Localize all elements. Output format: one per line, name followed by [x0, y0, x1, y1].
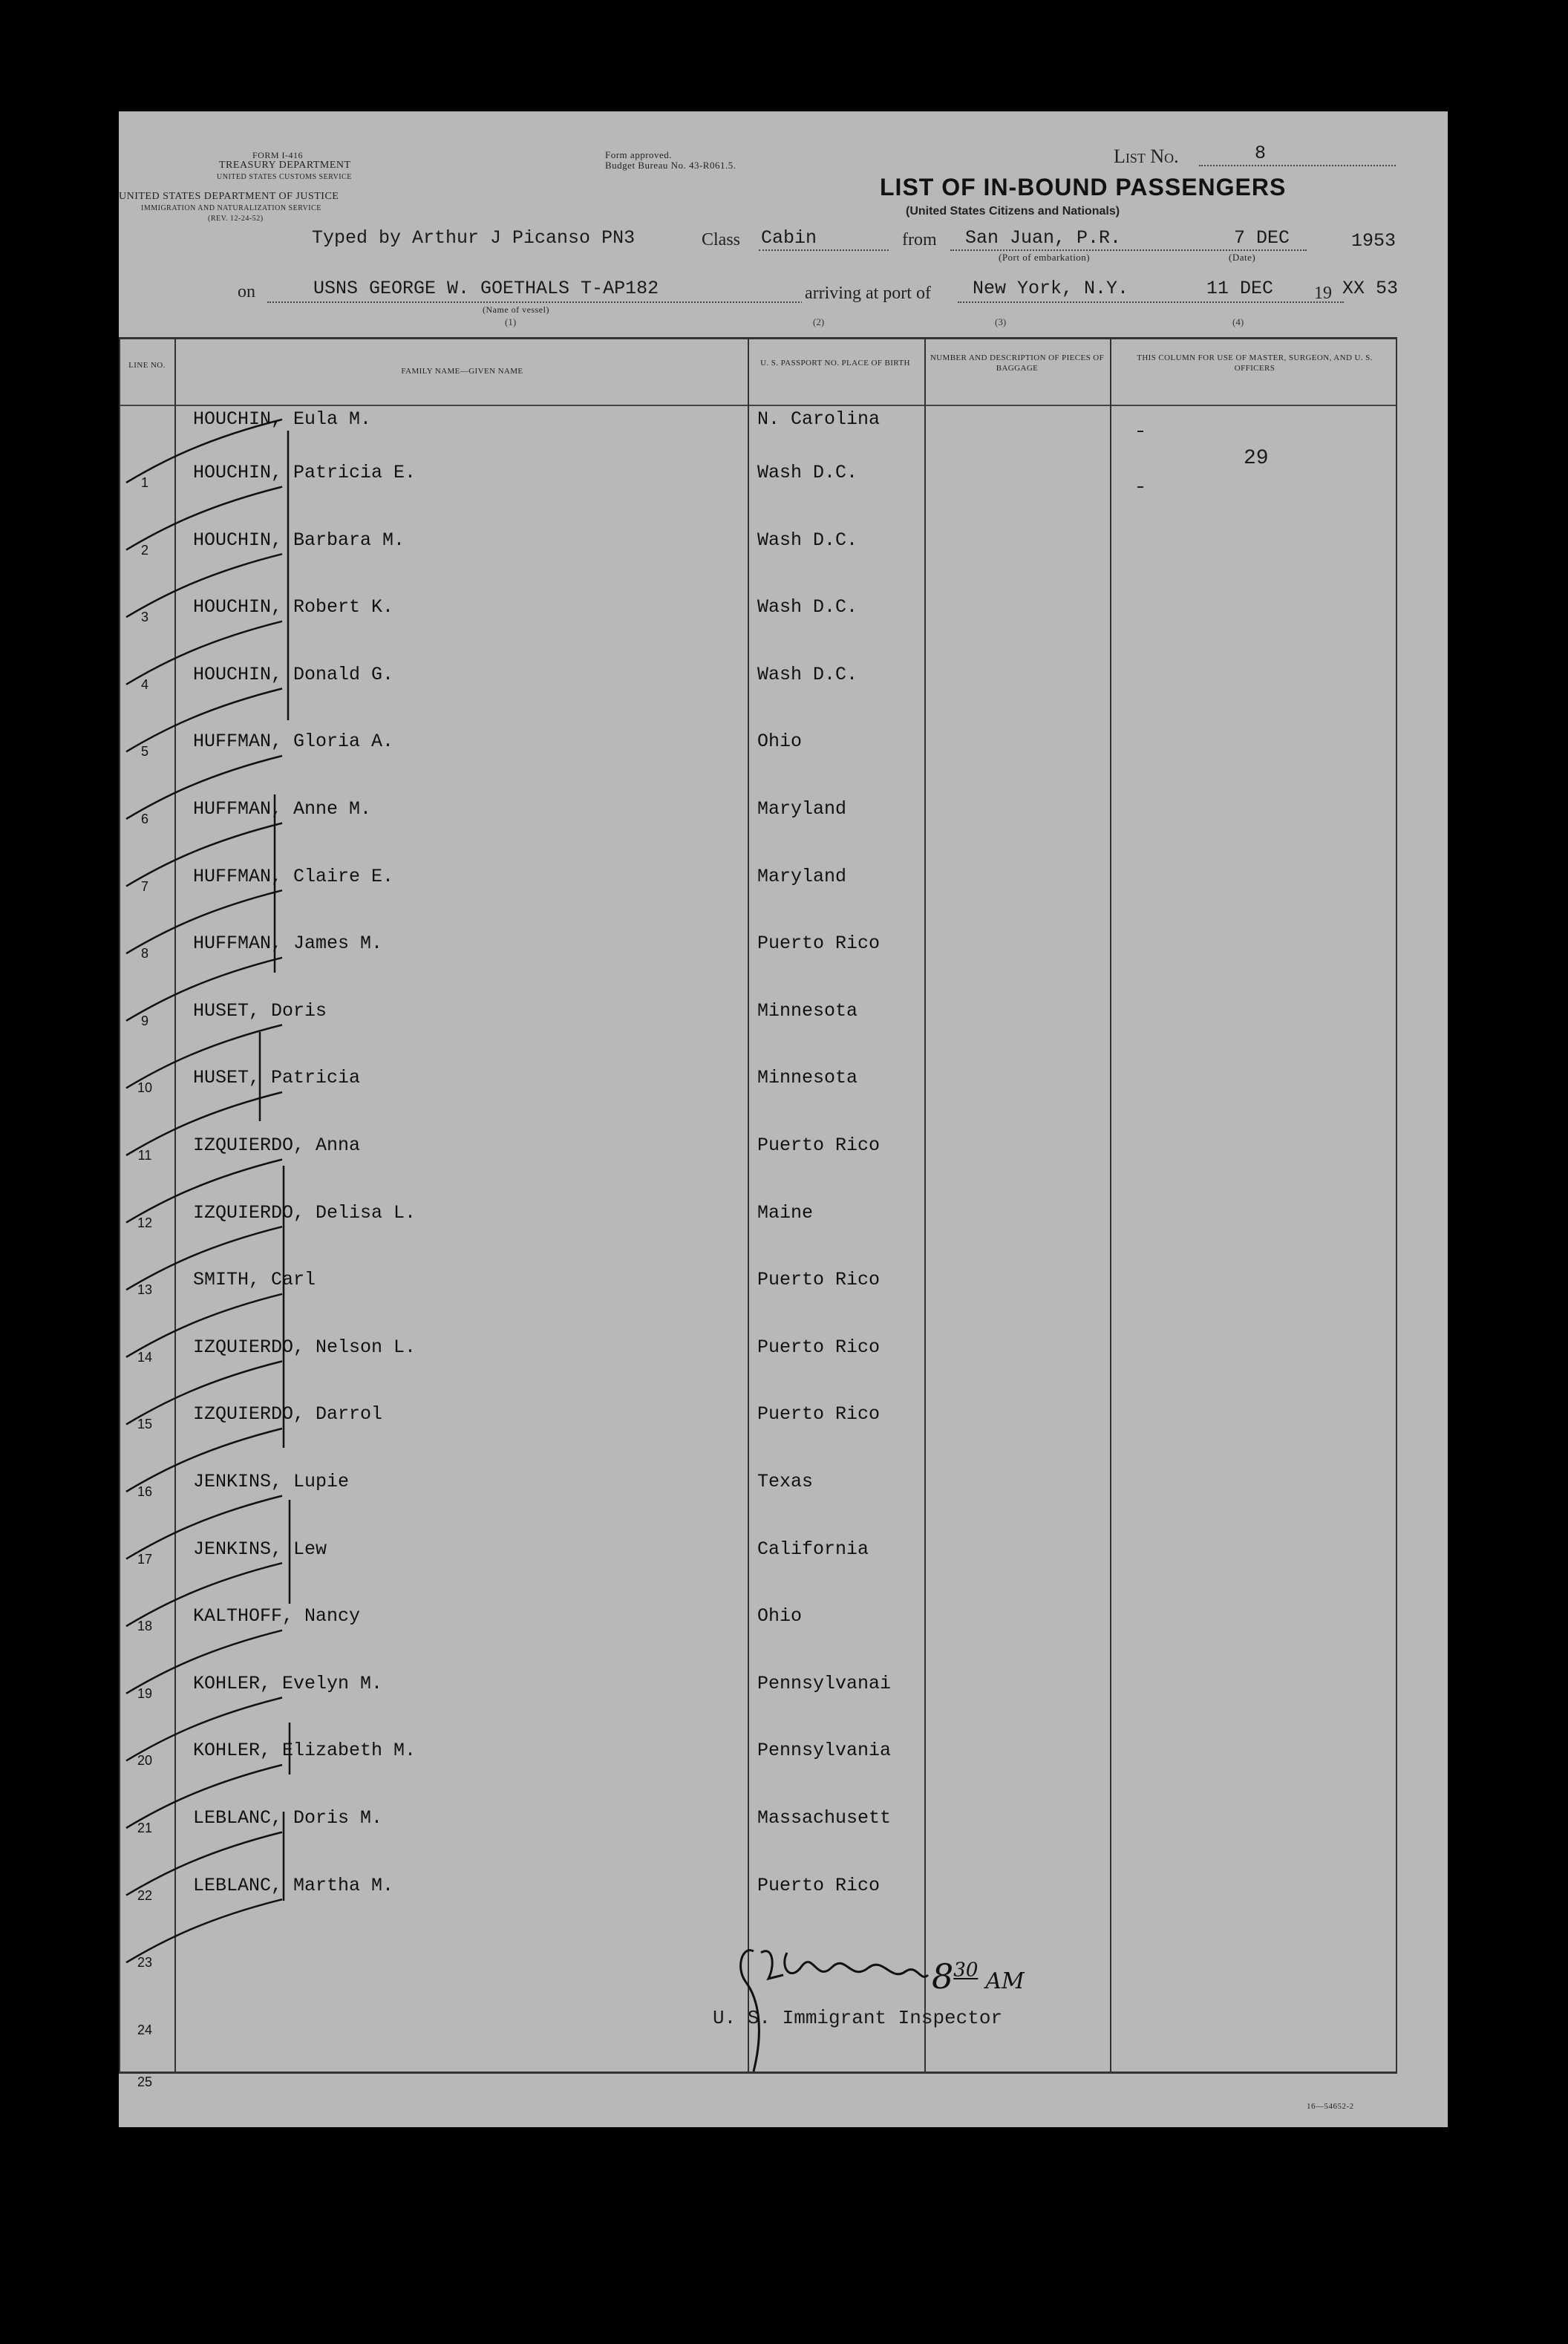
- place-of-birth: Wash D.C.: [757, 596, 858, 618]
- place-of-birth: California: [757, 1538, 869, 1560]
- embark-caption: (Port of embarkation): [999, 252, 1091, 263]
- passenger-name: JENKINS, Lupie: [193, 1471, 350, 1492]
- line-number: 14: [137, 1349, 153, 1365]
- line-number: 23: [137, 1955, 153, 1971]
- header-passport: U. S. PASSPORT NO. PLACE OF BIRTH: [760, 359, 910, 368]
- place-of-birth: Minnesota: [757, 1067, 858, 1089]
- officer-note: 29: [1244, 447, 1269, 470]
- place-of-birth: Ohio: [757, 1605, 803, 1628]
- passenger-name: HUSET, Patricia: [193, 1067, 361, 1089]
- budget-bureau: Budget Bureau No. 43-R061.5.: [605, 160, 736, 171]
- line-number: 18: [137, 1619, 153, 1634]
- passenger-name: HOUCHIN, Donald G.: [193, 663, 394, 685]
- place-of-birth: Texas: [757, 1471, 814, 1492]
- passenger-name: IZQUIERDO, Anna: [193, 1135, 361, 1156]
- from-value: San Juan, P.R.: [965, 227, 1122, 249]
- list-no-label: List No.: [1114, 146, 1179, 167]
- line-number: 3: [140, 610, 148, 625]
- passenger-name: IZQUIERDO, Darrol: [193, 1403, 383, 1426]
- line-number: 20: [137, 1753, 153, 1769]
- line-number: 5: [140, 744, 148, 760]
- vessel-name: USNS GEORGE W. GOETHALS T-AP182: [313, 278, 659, 299]
- place-of-birth: Puerto Rico: [757, 1135, 881, 1156]
- header-baggage: NUMBER AND DESCRIPTION OF PIECES OF BAGGAGE: [930, 353, 1105, 373]
- place-of-birth: Maryland: [757, 798, 847, 820]
- passenger-name: HOUCHIN, Barbara M.: [193, 529, 405, 551]
- page-title: LIST OF IN-BOUND PASSENGERS: [880, 174, 1287, 200]
- time-main: 8: [932, 1956, 954, 1997]
- departure-date: 7 DEC: [1234, 227, 1290, 249]
- passenger-name: IZQUIERDO, Delisa L.: [193, 1201, 416, 1224]
- header-officers: THIS COLUMN FOR USE OF MASTER, SURGEON, AND U. S. OFFICERS: [1137, 353, 1373, 373]
- line-number: 2: [140, 542, 148, 558]
- col-num-1: (1): [505, 316, 517, 327]
- passenger-name: HUFFMAN, Claire E.: [193, 865, 394, 887]
- place-of-birth: Puerto Rico: [757, 1269, 881, 1291]
- line-number: 25: [137, 2074, 153, 2090]
- time-suffix: AM: [985, 1968, 1025, 1994]
- passenger-name: HUSET, Doris: [193, 999, 327, 1022]
- place-of-birth: Puerto Rico: [757, 1403, 881, 1426]
- departure-year: 1953: [1351, 230, 1396, 252]
- revision-date: (REV. 12-24-52): [208, 215, 264, 223]
- place-of-birth: Pennsylvania: [757, 1740, 892, 1762]
- line-number: 1: [140, 475, 148, 490]
- inspector-signature: [119, 111, 1448, 2127]
- line-number: 24: [137, 2022, 153, 2037]
- date-caption: (Date): [1229, 252, 1256, 263]
- passenger-name: IZQUIERDO, Nelson L.: [193, 1336, 416, 1358]
- arrival-year: XX 53: [1342, 278, 1399, 299]
- place-of-birth: Wash D.C.: [757, 663, 858, 685]
- col-num-2: (2): [813, 316, 825, 327]
- place-of-birth: Maine: [757, 1201, 814, 1224]
- manifest-sheet: [119, 111, 1448, 2127]
- place-of-birth: Puerto Rico: [757, 933, 881, 955]
- inspector-label: U. S. Immigrant Inspector: [713, 2007, 1003, 2029]
- header-line: LINE NO.: [128, 361, 166, 370]
- line-number: 4: [140, 676, 148, 692]
- place-of-birth: Wash D.C.: [757, 462, 858, 483]
- line-number: 10: [137, 1080, 153, 1096]
- place-of-birth: Ohio: [757, 731, 803, 753]
- line-number: 12: [137, 1215, 153, 1230]
- form-approved: Form approved.: [605, 149, 673, 160]
- passenger-name: LEBLANC, Martha M.: [193, 1874, 394, 1896]
- treasury-dept: TREASURY DEPARTMENT: [219, 160, 351, 171]
- arriving-label: arriving at port of: [802, 284, 931, 304]
- passenger-name: HUFFMAN, Anne M.: [193, 798, 372, 820]
- page-subtitle: (United States Citizens and Nationals): [906, 205, 1120, 218]
- line-number: 22: [137, 1887, 153, 1903]
- passenger-name: HOUCHIN, Patricia E.: [193, 462, 416, 483]
- line-number: 17: [137, 1551, 153, 1567]
- line-number: 9: [140, 1013, 148, 1028]
- header-name: FAMILY NAME—GIVEN NAME: [401, 367, 523, 376]
- line-number: 8: [140, 946, 148, 962]
- top-name: HOUCHIN, Eula M.: [193, 408, 372, 430]
- customs-service: UNITED STATES CUSTOMS SERVICE: [217, 173, 352, 181]
- passenger-name: LEBLANC, Doris M.: [193, 1807, 383, 1829]
- passenger-name: KOHLER, Evelyn M.: [193, 1672, 383, 1694]
- line-number: 11: [137, 1148, 152, 1163]
- line-number: 15: [137, 1417, 153, 1432]
- passenger-name: HUFFMAN, James M.: [193, 933, 383, 955]
- line-number: 19: [137, 1685, 153, 1701]
- line-number: 21: [137, 1821, 153, 1835]
- footer-code: 16—54652-2: [1307, 2102, 1354, 2111]
- justice-dept: UNITED STATES DEPARTMENT OF JUSTICE: [119, 191, 339, 202]
- passenger-name: SMITH, Carl: [193, 1269, 316, 1291]
- place-of-birth: Pennsylvanai: [757, 1672, 892, 1694]
- arrival-port: New York, N.Y.: [973, 278, 1129, 299]
- place-of-birth: Massachusett: [757, 1807, 892, 1829]
- passenger-name: KOHLER, Elizabeth M.: [193, 1740, 416, 1762]
- line-number: 13: [137, 1282, 153, 1298]
- place-of-birth: Puerto Rico: [757, 1874, 881, 1896]
- typed-by: Typed by Arthur J Picanso PN3: [312, 227, 636, 249]
- place-of-birth: Puerto Rico: [757, 1336, 881, 1358]
- form-number: FORM I-416: [252, 150, 304, 160]
- class-label: Class: [702, 230, 741, 249]
- top-birth: N. Carolina: [757, 408, 881, 430]
- list-no-value: 8: [1255, 143, 1267, 164]
- line-number: 16: [137, 1484, 153, 1499]
- time-sup: 30: [953, 1959, 979, 1982]
- on-label: on: [238, 282, 255, 301]
- passenger-name: KALTHOFF, Nancy: [193, 1605, 361, 1628]
- place-of-birth: Minnesota: [757, 999, 858, 1022]
- arrival-date: 11 DEC: [1206, 278, 1274, 299]
- place-of-birth: Maryland: [757, 865, 847, 887]
- passenger-name: HOUCHIN, Robert K.: [193, 596, 394, 618]
- passenger-name: JENKINS, Lew: [193, 1538, 327, 1560]
- line-number: 7: [140, 878, 148, 894]
- arrival-year-prefix: 19: [1314, 284, 1332, 303]
- passenger-name: HUFFMAN, Gloria A.: [193, 731, 394, 753]
- from-label: from: [902, 230, 937, 249]
- ins-service: IMMIGRATION AND NATURALIZATION SERVICE: [141, 204, 321, 212]
- class-value: Cabin: [761, 227, 817, 249]
- place-of-birth: Wash D.C.: [757, 529, 858, 551]
- vessel-caption: (Name of vessel): [483, 304, 549, 315]
- line-number: 6: [140, 812, 148, 826]
- col-num-4: (4): [1232, 316, 1244, 327]
- col-num-3: (3): [995, 316, 1007, 327]
